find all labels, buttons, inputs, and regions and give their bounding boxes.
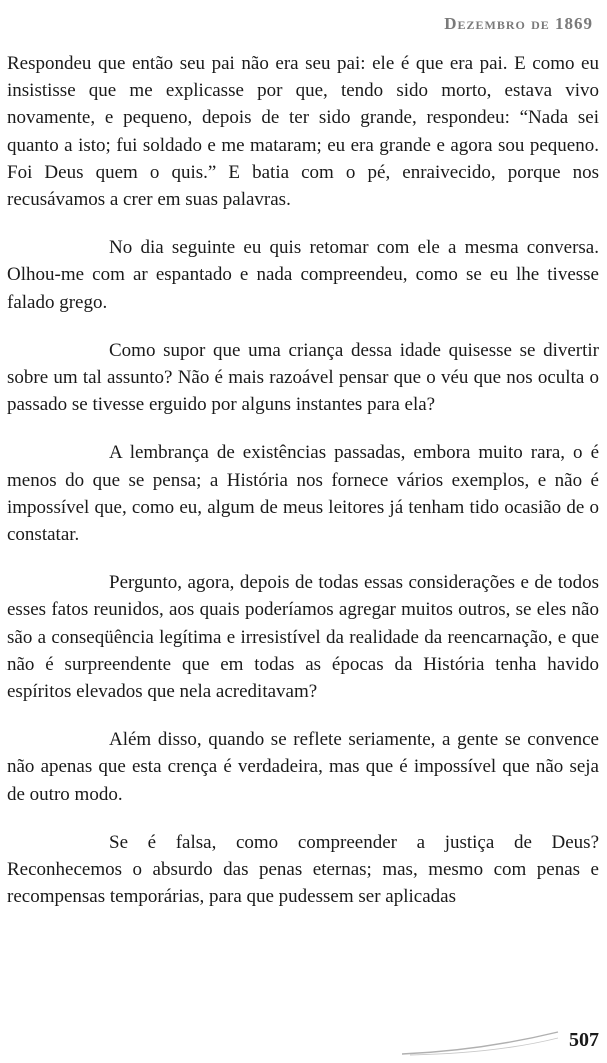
- paragraph-4: A lembrança de existências passadas, embora muito rara, o é menos do que se pensa; a História nos fornece vários exemplos, e não é impossível que, como eu, algum de meus leitores já tenham tido ocasião de o constatar.: [7, 442, 599, 546]
- paragraph-7: Se é falsa, como compreender a justiça de Deus? Reconhecemos o absurdo das penas eternas; mas, mesmo com penas e recompensas temporárias, para que pudessem ser aplicadas: [7, 831, 599, 908]
- paragraph-3: Como supor que uma criança dessa idade quisesse se divertir sobre um tal assunto? Não é mais razoável pensar que o véu que nos oculta o passado se tivesse erguido por alguns instantes para ela?: [7, 339, 599, 416]
- paragraph-6: Além disso, quando se reflete seriamente, a gente se convence não apenas que esta crença é verdadeira, mas que é impossível que não seja de outro modo.: [7, 729, 599, 805]
- paragraph-2: No dia seguinte eu quis retomar com ele a mesma conversa. Olhou-me com ar espantado e nada compreendeu, como se eu lhe tivesse falado grego.: [7, 237, 599, 313]
- footer-swoosh-ornament: [400, 1028, 560, 1058]
- page-body: [7, 50, 599, 910]
- paragraph-5: Pergunto, agora, depois de todas essas considerações e de todos esses fatos reunidos, aos quais poderíamos agregar muitos outros, se eles não são a conseqüência legítima e irresistível da realidade da reencarnação, e que não é surpreendente que em todas as épocas da História tenha havido espíritos elevados que nela acreditavam?: [7, 572, 599, 703]
- running-header: Dezembro de 1869: [444, 14, 593, 33]
- page-number: 507: [569, 1029, 599, 1051]
- paragraph-1: Respondeu que então seu pai não era seu pai: ele é que era pai. E como eu insistisse que me explicasse por que, tendo sido morto, estava vivo novamente, e pequeno, depois de ter sido grande, respondeu: “Nada sei quanto a isto; fui soldado e me mataram; eu era grande e agora sou pequeno. Foi Deus quem o quis.” E batia com o pé, enraivecido, porque nos recusávamos a crer em suas palavras.: [7, 53, 599, 211]
